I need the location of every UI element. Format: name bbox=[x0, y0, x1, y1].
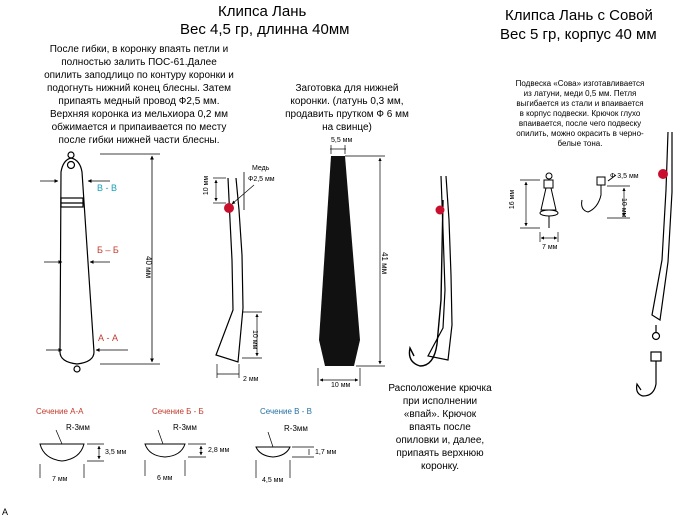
owl-pendant-detail bbox=[540, 173, 616, 228]
title-right-line2: Вес 5 гр, корпус 40 мм bbox=[500, 26, 657, 43]
dim-owl-10: 10 мм bbox=[620, 198, 627, 218]
instructions-left bbox=[34, 43, 244, 147]
instruction-line: После гибки, в коронку впаять петли и bbox=[49, 44, 229, 55]
spoon-side-view bbox=[216, 172, 244, 362]
owl-note-line: впаивается, после чего подвеску bbox=[518, 119, 642, 128]
section-bb-radius: R-3мм bbox=[173, 423, 197, 432]
owl-note-line: опилить, можно окрасить в черно- bbox=[516, 129, 644, 138]
hook-copper-dot bbox=[436, 206, 445, 215]
dim-blank-bottom: 10 мм bbox=[331, 382, 351, 389]
section-vv-radius: R-3мм bbox=[284, 424, 308, 433]
blank-note-line: на свинце) bbox=[322, 122, 372, 133]
blank-note-line: Заготовка для нижней bbox=[295, 83, 399, 94]
hook-note-line: «впай». Крючок bbox=[403, 409, 477, 420]
owl-note-line: из латуни, меди 0,5 мм. Петля bbox=[523, 89, 637, 98]
dim-owl-7: 7 мм bbox=[542, 244, 558, 251]
instruction-line: опилить заподлицо по контуру коронки и bbox=[44, 70, 234, 81]
dim-copper-label: Медь bbox=[252, 165, 270, 172]
dim-copper-dia: Ф2,5 мм bbox=[248, 176, 275, 183]
dim-bottom-10: 10 мм bbox=[251, 330, 258, 350]
marker-b: Б – Б bbox=[97, 245, 119, 255]
section-aa-height: 3,5 мм bbox=[105, 449, 127, 456]
hook-note bbox=[380, 382, 500, 473]
owl-dimensions bbox=[520, 180, 630, 242]
owl-note-line: Подвеска «Сова» изготавливается bbox=[515, 79, 645, 88]
title-right-line1: Клипса Лань с Совой bbox=[505, 7, 653, 24]
section-bb-height: 2,8 мм bbox=[208, 447, 230, 454]
dim-owl-16: 16 мм bbox=[509, 189, 517, 210]
blank-note bbox=[282, 82, 412, 134]
dim-owl-dia: Ф 3,5 мм bbox=[610, 173, 639, 180]
hook-note-line: Расположение крючка bbox=[388, 383, 492, 394]
hook-note-line: припаять верхнюю bbox=[396, 448, 484, 459]
owl-note bbox=[500, 79, 660, 149]
cross-section-bb bbox=[145, 430, 206, 476]
marker-a: А - А bbox=[98, 333, 119, 343]
hook-note-line: впаять после bbox=[409, 422, 471, 433]
section-vv-title: Сечение В - В bbox=[260, 407, 312, 416]
section-aa-width: 7 мм bbox=[52, 476, 68, 483]
section-vv-height: 1,7 мм bbox=[315, 449, 337, 456]
section-vv-width: 4,5 мм bbox=[262, 477, 284, 484]
dim-bottom-2: 2 мм bbox=[243, 376, 259, 383]
instruction-line: припаять медный провод Ф2,5 мм. bbox=[58, 96, 220, 107]
section-aa-title: Сечение А-А bbox=[36, 407, 84, 416]
cross-section-aa bbox=[40, 430, 104, 478]
owl-note-line: в корпус подвески. Крючок глухо bbox=[519, 109, 641, 118]
hook-note-line: опиловки и, далее, bbox=[395, 435, 485, 446]
instruction-line: обжимается и припаивается по месту bbox=[51, 122, 227, 133]
section-bb-width: 6 мм bbox=[157, 475, 173, 482]
owl-spoon-copper-dot bbox=[658, 169, 668, 179]
title-left-line2: Вес 4,5 гр, длинна 40мм bbox=[180, 21, 350, 38]
section-bb-title: Сечение Б - Б bbox=[152, 407, 204, 416]
title-left-line1: Клипса Лань bbox=[218, 3, 307, 20]
dim-top-10: 10 мм bbox=[203, 175, 211, 196]
dim-blank-length: 41 мм bbox=[380, 252, 389, 275]
instruction-line: Верхняя коронка из мельхиора 0,2 мм bbox=[49, 109, 229, 120]
owl-note-line: белые тона. bbox=[557, 139, 603, 148]
spoon-front-view bbox=[60, 152, 94, 372]
dim-blank-top: 5,5 мм bbox=[331, 137, 353, 144]
dim-body-length: 40 мм bbox=[144, 256, 153, 279]
blank-note-line: коронки. (латунь 0,3 мм, bbox=[290, 96, 404, 107]
hook-note-line: при исполнении bbox=[402, 396, 478, 407]
blank-note-line: продавить прутком Ф 6 мм bbox=[285, 109, 409, 120]
owl-note-line: выгибается из стали и впаивается bbox=[516, 99, 644, 108]
corner-letter: A bbox=[2, 507, 9, 517]
copper-wire-dot bbox=[224, 203, 234, 213]
section-aa-radius: R-3мм bbox=[66, 423, 90, 432]
marker-v: В - В bbox=[97, 183, 118, 193]
instruction-line: после гибки нижней части блесны. bbox=[58, 135, 220, 146]
instruction-line: полностью залить ПОС-61.Далее bbox=[61, 57, 217, 68]
crown-blank bbox=[319, 156, 360, 366]
instruction-line: подогнуть нижний конец блесны. Затем bbox=[46, 83, 232, 94]
cross-section-vv bbox=[256, 432, 314, 478]
hook-note-line: коронку. bbox=[421, 461, 459, 472]
hook-position-view bbox=[409, 176, 452, 366]
